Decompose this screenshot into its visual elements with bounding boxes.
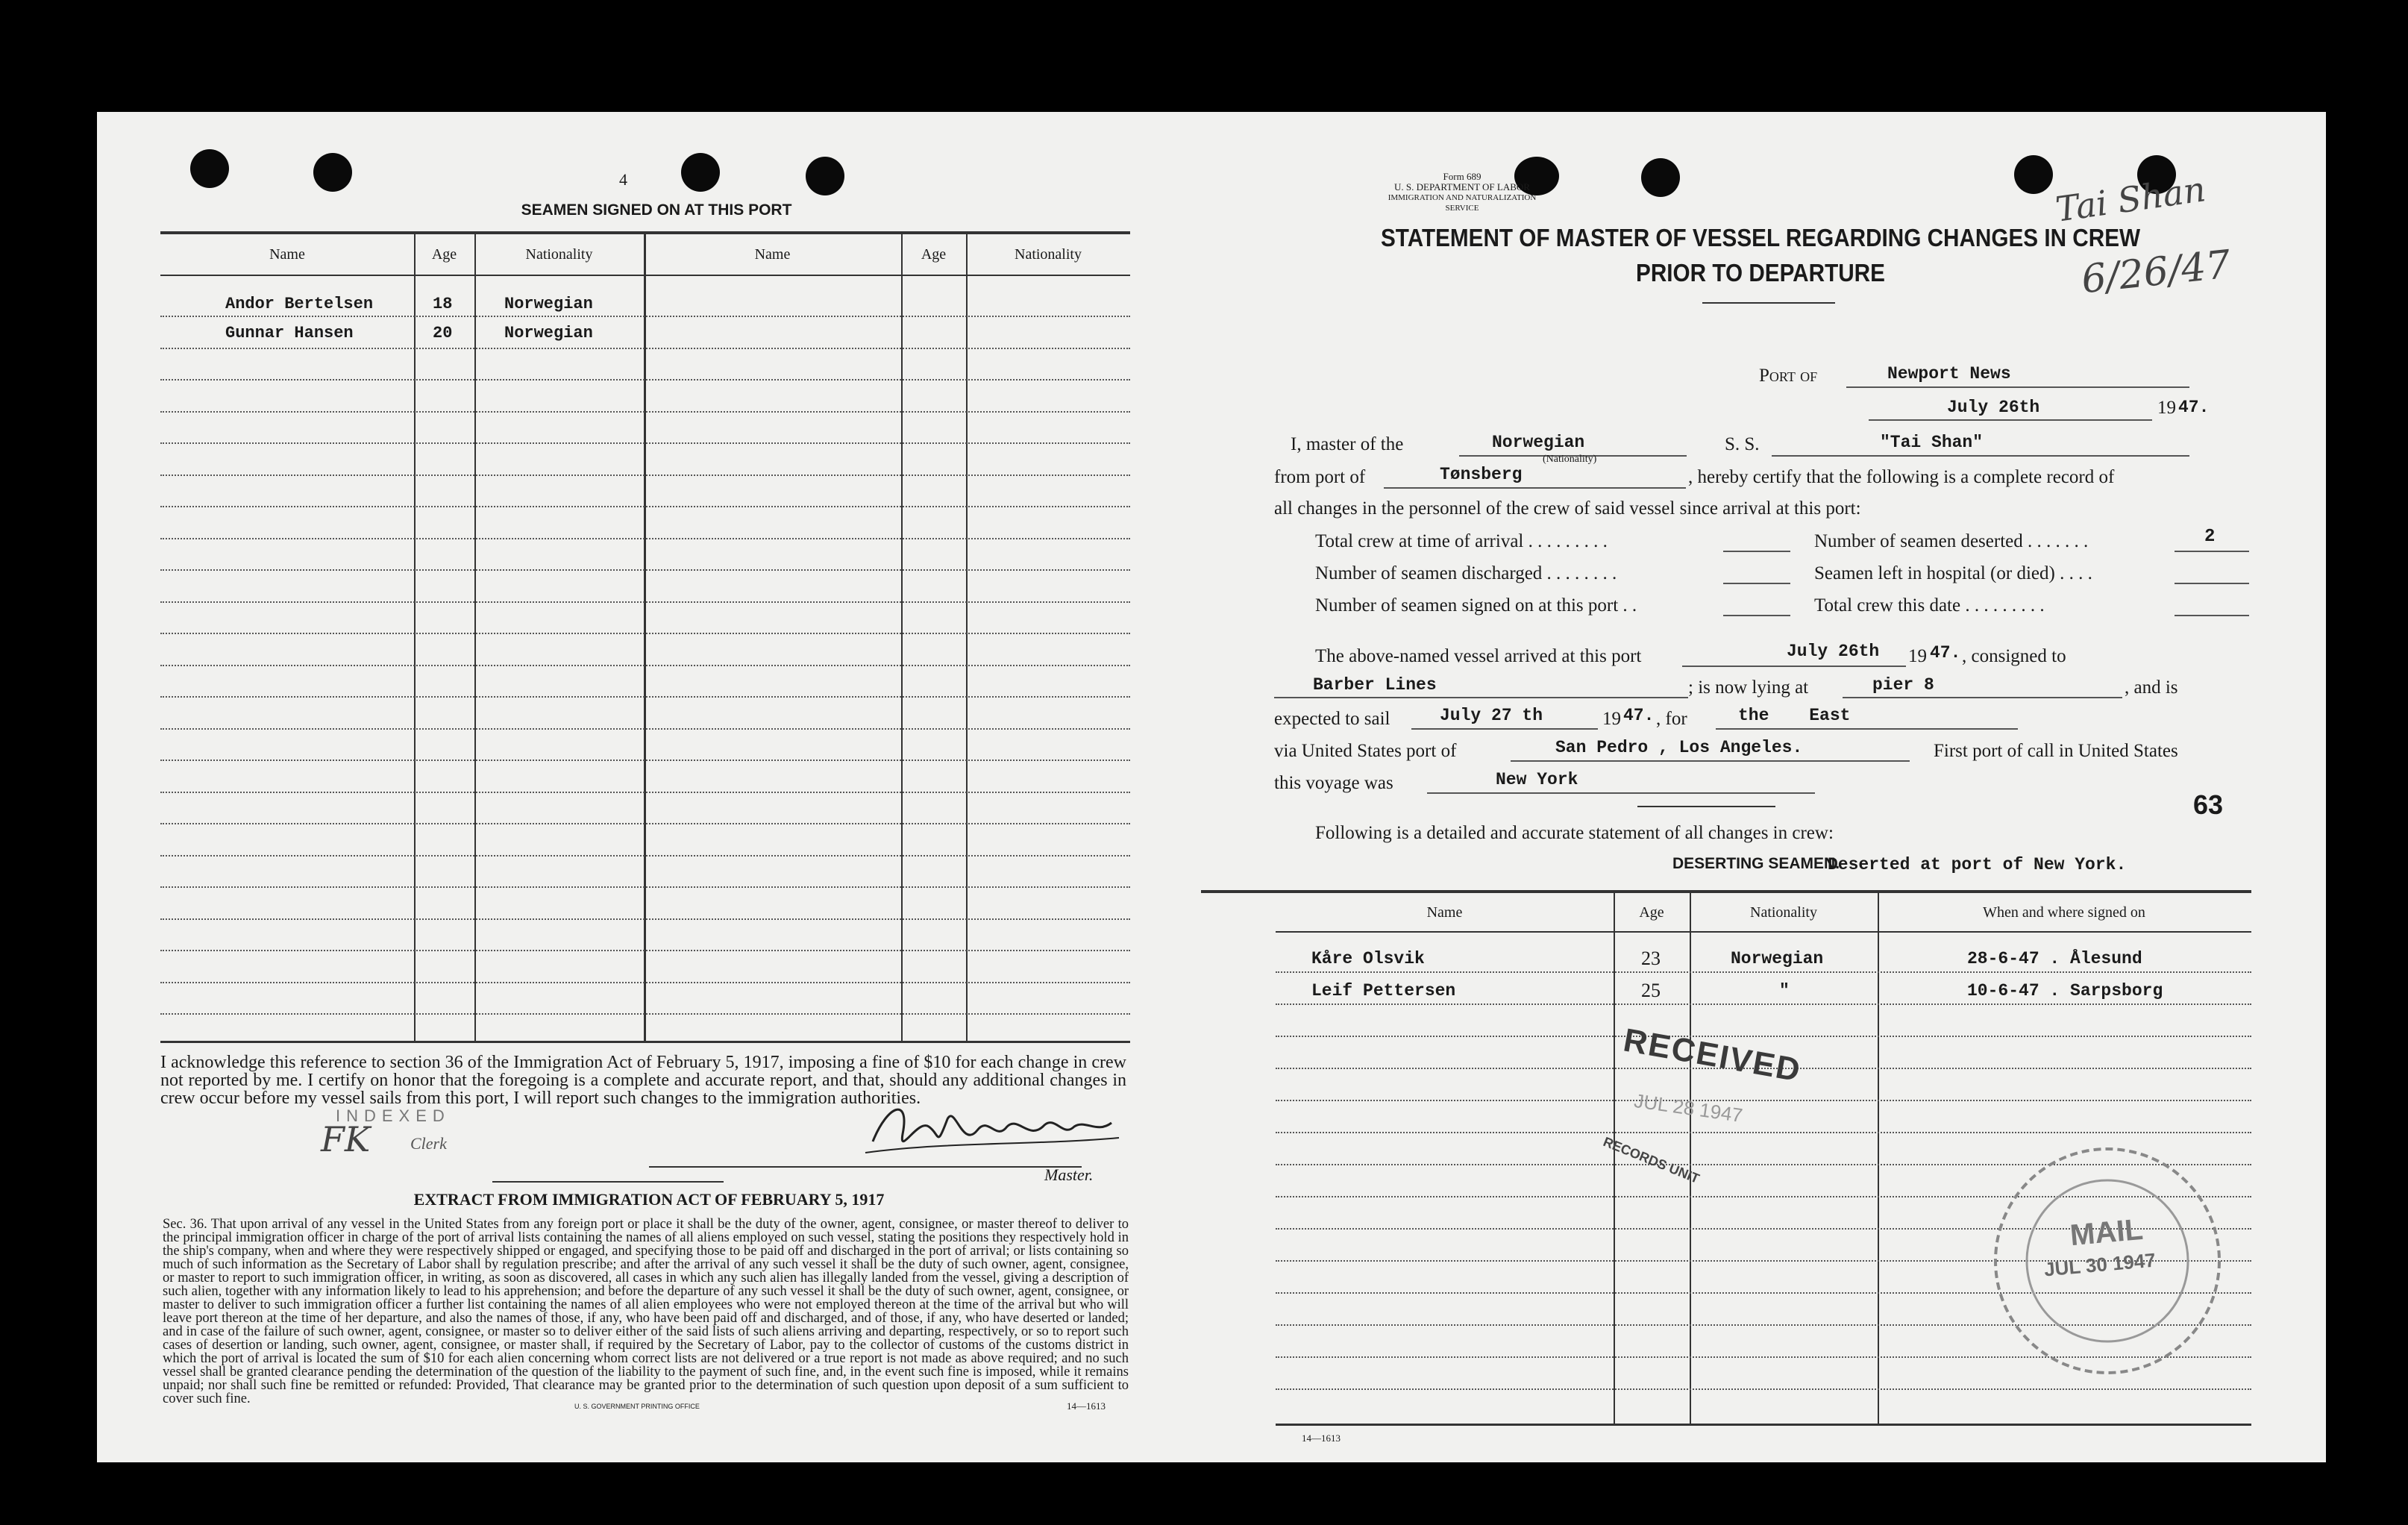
column-divider bbox=[1614, 890, 1615, 1424]
clerk-initials: FK bbox=[321, 1119, 371, 1159]
row-rule bbox=[160, 506, 1130, 507]
sail-date: July 27 th bbox=[1440, 706, 1543, 725]
mail-date-stamp: JUL 30 1947 bbox=[2042, 1248, 2157, 1281]
row-rule bbox=[160, 728, 1130, 730]
table-header-rule bbox=[1276, 931, 2251, 933]
deserted-label: Number of seamen deserted . . . . . . . bbox=[1814, 531, 2089, 551]
crew-name: Gunnar Hansen bbox=[225, 324, 354, 342]
col-header-age: Age bbox=[431, 246, 457, 263]
ss-label: S. S. bbox=[1725, 434, 1760, 454]
row-rule bbox=[160, 633, 1130, 634]
year-prefix: 19 bbox=[2157, 398, 2176, 418]
row-rule bbox=[160, 886, 1130, 888]
via-port: San Pedro , Los Angeles. bbox=[1555, 738, 1803, 757]
col-header-name: Name bbox=[269, 246, 305, 263]
arrived-date-blank bbox=[1682, 666, 1906, 667]
deserted-note: Deserted at port of New York. bbox=[1828, 855, 2127, 874]
punch-hole bbox=[313, 153, 352, 192]
row-rule bbox=[160, 348, 1130, 349]
handwritten-ship-name: Tai Shan bbox=[2053, 169, 2208, 230]
deserter-nationality: " bbox=[1779, 981, 1790, 1001]
and-is: , and is bbox=[2125, 677, 2178, 698]
row-rule bbox=[160, 538, 1130, 539]
row-rule bbox=[160, 760, 1130, 761]
sail-year-prefix: 19 bbox=[1602, 709, 1621, 729]
nationality-caption: (Nationality) bbox=[1543, 454, 1597, 465]
title-rule bbox=[1702, 302, 1835, 304]
col-header-age: Age bbox=[1639, 904, 1664, 921]
arrived-year-prefix: 19 bbox=[1908, 646, 1927, 666]
handwritten-date: 6/26/47 bbox=[2079, 242, 2233, 303]
via-port-blank bbox=[1511, 760, 1910, 762]
via-label: via United States port of bbox=[1274, 741, 1457, 761]
pier-blank bbox=[1843, 697, 2122, 698]
acknowledgement-text: I acknowledge this reference to section 36 of the Immigration Act of February 5, 1917, imposing a fine of $10 for each change in crew not reported by me. I certify on honor that the foregoing is a complete and accurate report, and that, should any additional changes in crew occur before my vessel sails from this port, I will report such changes to the immigration authorities. bbox=[160, 1053, 1126, 1108]
consigned-to: , consigned to bbox=[1962, 646, 2066, 666]
sail-date-blank bbox=[1411, 728, 1598, 730]
page-reference: 63 bbox=[2193, 789, 2224, 820]
punch-hole bbox=[2014, 155, 2053, 194]
sail-year: 47. bbox=[1623, 706, 1655, 725]
row-rule bbox=[160, 601, 1130, 603]
col-header-age: Age bbox=[921, 246, 947, 263]
consignee-blank bbox=[1274, 697, 1688, 698]
crew-age: 18 bbox=[433, 295, 453, 313]
deserter-nationality: Norwegian bbox=[1731, 949, 1824, 968]
expected-to-sail: expected to sail bbox=[1274, 709, 1390, 729]
arrived-year: 47. bbox=[1930, 643, 1961, 663]
deserted-value: 2 bbox=[2204, 527, 2216, 547]
row-rule bbox=[160, 696, 1130, 698]
row-rule bbox=[160, 411, 1130, 413]
deserter-name: Leif Pettersen bbox=[1311, 981, 1456, 1001]
pier: pier 8 bbox=[1872, 675, 1934, 695]
deserter-signed-on: 28-6-47 . Ålesund bbox=[1967, 949, 2142, 968]
arrived-date: July 26th bbox=[1787, 642, 1880, 661]
records-unit-stamp: RECORDS UNIT bbox=[1601, 1134, 1702, 1186]
master-signature bbox=[858, 1089, 1126, 1171]
crew-nationality: Norwegian bbox=[504, 324, 593, 342]
voyage-label: this voyage was bbox=[1274, 773, 1393, 793]
received-date-stamp: JUL 28 1947 bbox=[1632, 1089, 1744, 1127]
row-rule bbox=[160, 379, 1130, 381]
crew-nationality: Norwegian bbox=[504, 295, 593, 313]
indexed-stamp: INDEXED bbox=[336, 1106, 451, 1125]
column-divider bbox=[1690, 890, 1691, 1424]
row-rule bbox=[160, 1013, 1130, 1015]
row-rule bbox=[1276, 1132, 2251, 1133]
deserted-blank bbox=[2175, 551, 2249, 552]
col-header-name: Name bbox=[754, 246, 791, 263]
hospital-label: Seamen left in hospital (or died) . . . . bbox=[1814, 563, 2092, 583]
col-header-signed-on: When and where signed on bbox=[1983, 904, 2145, 921]
row-rule bbox=[160, 665, 1130, 666]
extract-title-rule bbox=[492, 1181, 724, 1183]
row-rule bbox=[160, 918, 1130, 920]
col-header-nationality: Nationality bbox=[525, 246, 593, 263]
master-signature-line bbox=[649, 1166, 1082, 1168]
printer-credit: U. S. GOVERNMENT PRINTING OFFICE bbox=[574, 1403, 700, 1410]
received-stamp: RECEIVED bbox=[1620, 1021, 1805, 1089]
section-title: SEAMEN SIGNED ON AT THIS PORT bbox=[521, 201, 792, 219]
form-title: STATEMENT OF MASTER OF VESSEL REGARDING CHANGES IN CREW bbox=[1380, 224, 2141, 251]
consignee: Barber Lines bbox=[1313, 675, 1437, 695]
form-code: 14—1613 bbox=[1067, 1400, 1106, 1412]
row-rule bbox=[160, 823, 1130, 824]
row-rule bbox=[1276, 1003, 2251, 1005]
punch-hole bbox=[806, 157, 844, 195]
form-code: 14—1613 bbox=[1302, 1432, 1341, 1444]
destination-blank bbox=[1716, 728, 2018, 730]
row-rule bbox=[1276, 1388, 2251, 1390]
voyage-port: New York bbox=[1496, 770, 1578, 789]
row-rule bbox=[1276, 1036, 2251, 1037]
total-departure-label: Total crew this date . . . . . . . . . bbox=[1814, 595, 2045, 616]
total-departure-blank bbox=[2175, 615, 2249, 616]
discharged-blank bbox=[1723, 583, 1790, 584]
row-rule bbox=[1276, 1100, 2251, 1101]
total-crew-arrival-blank bbox=[1723, 551, 1790, 552]
punch-hole bbox=[681, 153, 720, 192]
voyage-port-blank bbox=[1427, 792, 1815, 794]
changes-text: all changes in the personnel of the crew of said vessel since arrival at this port: bbox=[1274, 498, 1861, 519]
following-text: Following is a detailed and accurate statement of all changes in crew: bbox=[1315, 823, 1834, 843]
extract-title: EXTRACT FROM IMMIGRATION ACT OF FEBRUARY 5, 1917 bbox=[413, 1190, 885, 1209]
table-top-rule bbox=[1201, 890, 2251, 893]
row-rule bbox=[1276, 971, 2251, 973]
col-header-nationality: Nationality bbox=[1015, 246, 1082, 263]
mail-stamp: MAIL bbox=[2069, 1212, 2145, 1253]
department: U. S. DEPARTMENT OF LABOR bbox=[1394, 181, 1530, 192]
year-value: 47. bbox=[2178, 398, 2210, 417]
punch-hole bbox=[190, 149, 229, 188]
row-rule bbox=[160, 442, 1130, 444]
crew-age: 20 bbox=[433, 324, 453, 342]
lying-at: ; is now lying at bbox=[1688, 677, 1809, 698]
destination: the East bbox=[1738, 706, 1851, 725]
row-rule bbox=[160, 569, 1130, 571]
total-crew-arrival-label: Total crew at time of arrival . . . . . . . . . bbox=[1315, 531, 1608, 551]
crew-name: Andor Bertelsen bbox=[225, 295, 374, 313]
column-divider bbox=[1878, 890, 1879, 1424]
deserter-age: 25 bbox=[1641, 980, 1661, 1001]
right-page bbox=[1216, 112, 2326, 1462]
port-label: Port of bbox=[1759, 366, 1818, 386]
row-rule bbox=[160, 982, 1130, 983]
punch-hole bbox=[1641, 158, 1680, 197]
from-port-label: from port of bbox=[1274, 467, 1366, 487]
table-bottom-rule bbox=[1276, 1424, 2251, 1426]
page-number: 4 bbox=[619, 170, 627, 189]
service: IMMIGRATION AND NATURALIZATION SERVICE bbox=[1388, 193, 1537, 213]
col-header-nationality: Nationality bbox=[1750, 904, 1817, 921]
row-rule bbox=[160, 855, 1130, 857]
row-rule bbox=[160, 475, 1130, 476]
row-rule bbox=[160, 792, 1130, 793]
master-label: Master. bbox=[1044, 1165, 1094, 1184]
row-rule bbox=[160, 950, 1130, 951]
date-value: July 26th bbox=[1947, 398, 2040, 417]
table-bottom-rule bbox=[160, 1041, 1130, 1043]
discharged-label: Number of seamen discharged . . . . . . . . bbox=[1315, 563, 1617, 583]
from-port-value: Tønsberg bbox=[1440, 465, 1523, 484]
clerk-label: Clerk bbox=[410, 1134, 447, 1153]
ship-name: "Tai Shan" bbox=[1880, 433, 1984, 452]
signed-on-blank bbox=[1723, 615, 1790, 616]
form-header bbox=[1373, 172, 1552, 213]
port-value: Newport News bbox=[1887, 364, 2011, 383]
for-label: , for bbox=[1656, 709, 1687, 729]
master-of-the: I, master of the bbox=[1291, 434, 1404, 454]
form-number: Form 689 bbox=[1443, 171, 1482, 182]
deserter-name: Kåre Olsvik bbox=[1311, 949, 1425, 968]
divider-rule bbox=[1637, 806, 1775, 807]
first-port-label: First port of call in United States bbox=[1934, 741, 2178, 761]
col-header-name: Name bbox=[1426, 904, 1463, 921]
deserter-age: 23 bbox=[1641, 948, 1661, 969]
deserter-signed-on: 10-6-47 . Sarpsborg bbox=[1967, 981, 2163, 1001]
extract-text: Sec. 36. That upon arrival of any vessel in the United States from any foreign port or place it shall be the duty of the owner, agent, consignee, or master thereof to deliver to the principal immigration officer in charge of the port of arrival lists containing the names of all aliens employed on such vessel, stating the positions they respectively hold in the ship's company, when and where they were respectively shipped or engaged, and specifying those to be paid off and discharged in the port of arrival; or lists containing so much of such information as the Secretary of Labor shall by regulation prescribe; and after the arrival of any such vessel it shall be the duty of such owner, agent, consignee, or master to report to such immigration officer, in writing, as soon as discovered, all cases in which any such alien has illegally landed from the vessel, giving a description of such alien, together with any information likely to lead to his apprehension; and before the departure of any such vessel it shall be the duty of such owner, agent, consignee, or master to deliver to such immigration officer a further list containing the names of all alien employees who were not employed thereon at the time of the arrival but who will leave port thereon at the time of her departure, and also the names of those, if any, who have been paid off and discharged, and of those, if any, who have deserted or landed; and in case of the failure of such owner, agent, consignee, or master so to deliver either of the said lists of such aliens arriving and departing, respectively, or so to report such cases of desertion or landing, such owner, agent, consignee, or master shall, if required by the Secretary of Labor, pay to the collector of customs of the customs district in which the port of arrival is located the sum of $10 for each alien concerning whom correct lists are not delivered or a true report is not made as above required; and no such vessel shall be granted clearance pending the determination of the question of the liability to the payment of such fine, and, in the event such fine is imposed, while it remains unpaid; nor shall such fine be remitted or refunded: Provided, That clearance may be granted prior to the determination of such question upon deposit of a sum sufficient to cover such fine. bbox=[163, 1217, 1129, 1406]
left-page bbox=[97, 112, 1216, 1462]
signed-on-label: Number of seamen signed on at this port . . bbox=[1315, 595, 1637, 616]
ship-blank bbox=[1772, 455, 2189, 457]
date-blank bbox=[1869, 419, 2152, 421]
deserting-label: DESERTING SEAMEN. bbox=[1672, 855, 1840, 872]
hospital-blank bbox=[2175, 583, 2249, 584]
certify-text: , hereby certify that the following is a complete record of bbox=[1688, 467, 2115, 487]
arrived-text: The above-named vessel arrived at this port bbox=[1315, 646, 1642, 666]
form-subtitle: PRIOR TO DEPARTURE bbox=[1636, 259, 1885, 286]
from-port-blank bbox=[1384, 487, 1686, 489]
nationality-value: Norwegian bbox=[1492, 433, 1585, 452]
row-rule bbox=[160, 316, 1130, 317]
port-blank bbox=[1846, 386, 2189, 388]
